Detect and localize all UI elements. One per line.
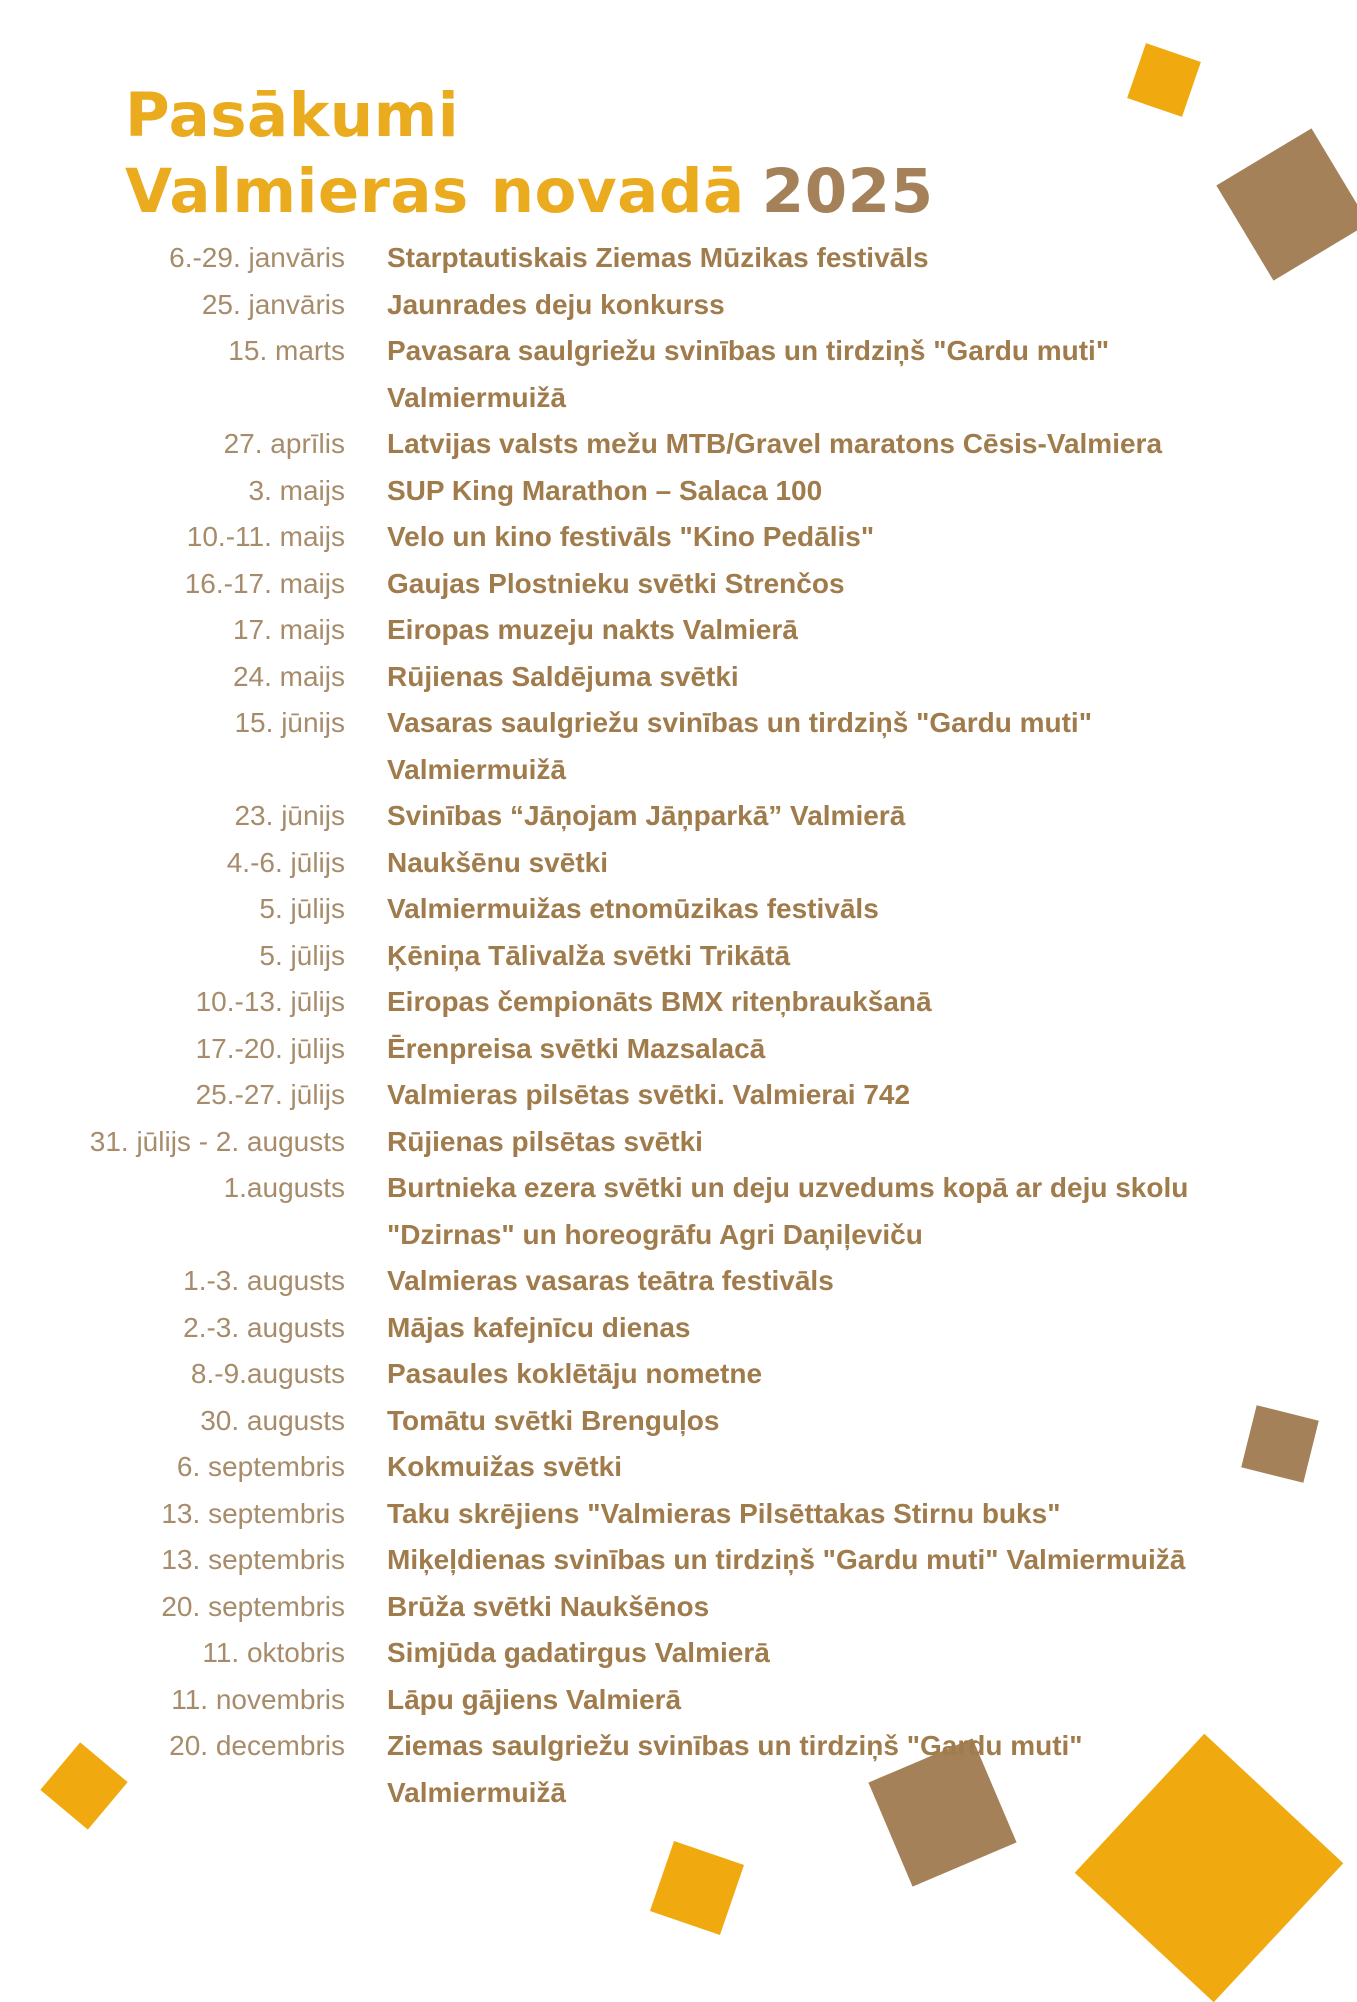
event-name (387, 1444, 1357, 1491)
event-name-line: Miķeļdienas svinības un tirdziņš "Gardu muti" Valmiermuižā (387, 1544, 1186, 1575)
event-date: 6. septembris (176, 1451, 345, 1482)
event-date: 10.-11. maijs (186, 521, 345, 552)
page-title-year: 2025 (761, 156, 934, 227)
event-date: 23. jūnijs (234, 800, 345, 831)
event-date: 30. augusts (200, 1404, 345, 1436)
event-date: 4.-6. jūlijs (226, 846, 345, 878)
event-name-line: Jaunrades deju konkurss (387, 288, 725, 320)
event-date: 2.-3. augusts (183, 1311, 345, 1343)
event-name (387, 1305, 1357, 1352)
event-name-line: Ērenpreisa svētki Mazsalacā (387, 1032, 766, 1064)
event-name (387, 933, 1357, 980)
page-title-region: Valmieras novadā (125, 156, 745, 227)
event-name (387, 654, 1357, 701)
event-date: 20. septembris (161, 1590, 345, 1622)
event-date: 17. maijs (232, 614, 345, 645)
events-list (0, 235, 1357, 1816)
event-name-line: Pasaules koklētāju nometne (387, 1358, 763, 1389)
event-date: 5. jūlijs (259, 893, 345, 924)
page-title-line1: Pasākumi (125, 80, 460, 151)
event-name-line: Latvijas valsts mežu MTB/Gravel maratons Cēsis-Valmiera (387, 428, 1163, 459)
event-name-line: Starptautiskais Ziemas Mūzikas festivāls (387, 242, 929, 273)
event-name (387, 421, 1357, 468)
event-name-line: Vasaras saulgriežu svinības un tirdziņš "Gardu muti" (387, 707, 1092, 738)
event-name (387, 282, 1357, 329)
event-date: 27. aprīlis (223, 428, 345, 459)
event-name (387, 840, 1357, 887)
event-date: 3. maijs (248, 474, 345, 506)
event-name-line: Mājas kafejnīcu dienas (387, 1311, 691, 1343)
event-date: 15. jūnijs (234, 707, 345, 738)
event-name (387, 793, 1357, 840)
event-name-line: Valmiermuižā (387, 381, 566, 413)
event-name-line: Valmieras pilsētas svētki. Valmierai 742 (387, 1079, 911, 1110)
event-date: 11. oktobris (202, 1637, 345, 1668)
event-name (387, 979, 1357, 1026)
event-name-line: Pavasara saulgriežu svinības un tirdziņš "Gardu muti" (387, 335, 1110, 366)
event-name (387, 1351, 1357, 1398)
event-name (387, 561, 1357, 608)
event-date: 1.-3. augusts (183, 1265, 345, 1296)
event-name-line: Ķēniņa Tālivalža svētki Trikātā (387, 939, 791, 971)
event-name-line: Tomātu svētki Brenguļos (387, 1404, 720, 1436)
event-name-line: Svinības “Jāņojam Jāņparkā” Valmierā (387, 800, 906, 831)
event-name (387, 514, 1357, 561)
event-date: 20. decembris (169, 1730, 345, 1761)
event-name-line: Ziemas saulgriežu svinības un tirdziņš "Gardu muti" (387, 1730, 1083, 1761)
event-name-line: Lāpu gājiens Valmierā (387, 1683, 682, 1715)
event-name-line: Rūjienas Saldējuma svētki (387, 660, 739, 692)
event-name-line: Velo un kino festivāls "Kino Pedālis" (387, 521, 875, 552)
event-name (387, 468, 1357, 515)
event-name (387, 1491, 1357, 1538)
event-date: 16.-17. maijs (184, 567, 345, 599)
event-name-line: Valmieras vasaras teātra festivāls (387, 1265, 834, 1296)
event-name-line: SUP King Marathon – Salaca 100 (387, 474, 823, 506)
event-date: 25.-27. jūlijs (195, 1079, 345, 1110)
event-name (387, 1165, 1357, 1258)
event-date: 10.-13. jūlijs (195, 986, 345, 1017)
page-title (125, 78, 934, 230)
event-name (387, 700, 1357, 793)
event-name-line: Valmiermuižā (387, 1776, 566, 1808)
event-date: 15. marts (228, 335, 345, 366)
event-name-line: Valmiermuižā (387, 753, 566, 785)
event-date: 13. septembris (161, 1544, 345, 1575)
event-date: 6.-29. janvāris (169, 242, 345, 273)
event-name (387, 328, 1357, 421)
event-name-line: Gaujas Plostnieku svētki Strenčos (387, 567, 845, 599)
event-date: 17.-20. jūlijs (195, 1032, 345, 1064)
event-name-line: "Dzirnas" un horeogrāfu Agri Daņiļeviču (387, 1218, 923, 1250)
event-name-line: Eiropas muzeju nakts Valmierā (387, 614, 798, 645)
event-name-line: Simjūda gadatirgus Valmierā (387, 1637, 770, 1668)
event-name (387, 1537, 1357, 1584)
event-date: 31. jūlijs - 2. augusts (89, 1125, 345, 1157)
event-name (387, 886, 1357, 933)
event-date: 8.-9.augusts (190, 1358, 345, 1389)
event-name-line: Eiropas čempionāts BMX riteņbraukšanā (387, 986, 932, 1017)
decor-square-bottom-center-yellow (650, 1841, 744, 1935)
event-name (387, 1398, 1357, 1445)
decor-square-top-yellow (1127, 43, 1201, 117)
event-name (387, 1584, 1357, 1631)
event-date: 24. maijs (232, 660, 345, 692)
event-name (387, 1119, 1357, 1166)
event-date: 5. jūlijs (259, 939, 345, 971)
event-name-line: Brūža svētki Naukšēnos (387, 1590, 710, 1622)
event-name (387, 1630, 1357, 1677)
event-name (387, 1072, 1357, 1119)
page-title-line2 (125, 154, 934, 230)
event-name-line: Kokmuižas svētki (387, 1451, 622, 1482)
event-name (387, 1677, 1357, 1724)
event-name-line: Burtnieka ezera svētki un deju uzvedums kopā ar deju skolu (387, 1172, 1189, 1203)
event-name-line: Rūjienas pilsētas svētki (387, 1125, 703, 1157)
event-name (387, 1258, 1357, 1305)
event-date: 1.augusts (223, 1172, 345, 1203)
event-name-line: Taku skrējiens "Valmieras Pilsēttakas Stirnu buks" (387, 1497, 1061, 1529)
event-name (387, 1026, 1357, 1073)
event-name-line: Valmiermuižas etnomūzikas festivāls (387, 893, 879, 924)
event-date: 25. janvāris (201, 288, 345, 320)
event-name (387, 1723, 1357, 1816)
event-date: 11. novembris (171, 1683, 345, 1715)
event-date: 13. septembris (161, 1497, 345, 1529)
event-name (387, 607, 1357, 654)
event-name (387, 235, 1357, 282)
event-name-line: Naukšēnu svētki (387, 846, 608, 878)
